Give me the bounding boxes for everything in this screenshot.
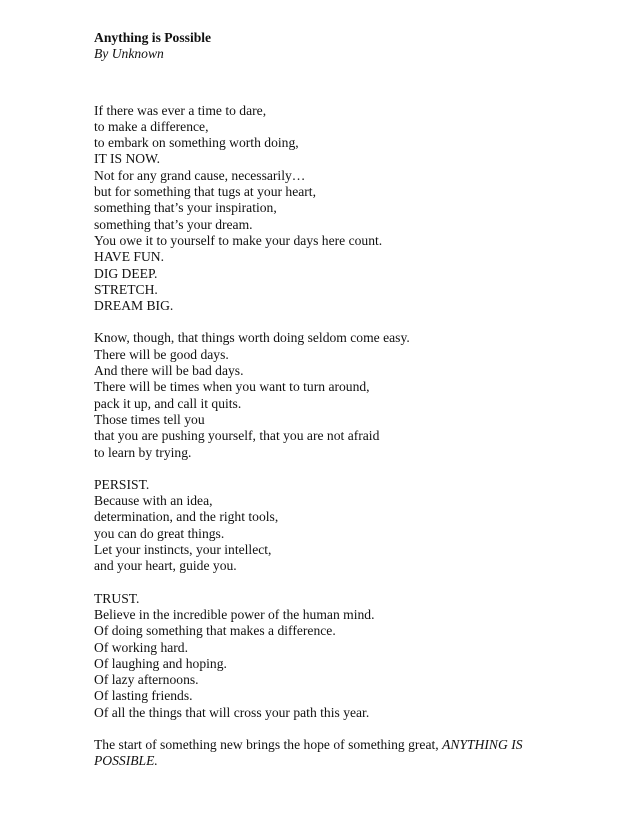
poem-line: Of working hard. — [94, 639, 189, 655]
poem-line: but for something that tugs at your heart, — [94, 184, 316, 200]
poem-line: Of lazy afternoons. — [94, 672, 199, 688]
poem-line: and your heart, guide you. — [94, 558, 237, 574]
poem-line: Because with an idea, — [94, 493, 213, 509]
poem-line: There will be good days. — [94, 346, 229, 362]
poem-line: HAVE FUN. — [94, 249, 164, 265]
poem-content — [94, 30, 564, 770]
poem-line: determination, and the right tools, — [94, 509, 279, 525]
stanza-1 — [94, 103, 564, 315]
stanza-4 — [94, 591, 564, 721]
poem-line: You owe it to yourself to make your days here count. — [94, 232, 383, 248]
poem-line: you can do great things. — [94, 525, 225, 541]
poem-line: Of lasting friends. — [94, 688, 193, 704]
poem-line: And there will be bad days. — [94, 363, 244, 379]
poem-line: Believe in the incredible power of the human mind. — [94, 606, 375, 622]
closing-line — [94, 737, 564, 770]
poem-line: If there was ever a time to dare, — [94, 102, 267, 118]
poem-line: Those times tell you — [94, 411, 205, 427]
poem-line: DREAM BIG. — [94, 298, 174, 314]
poem-line: Know, though, that things worth doing seldom come easy. — [94, 330, 410, 346]
poem-line: Of all the things that will cross your path this year. — [94, 704, 370, 720]
stanza-3 — [94, 477, 564, 575]
poem-line: TRUST. — [94, 590, 140, 606]
poem-line: PERSIST. — [94, 476, 150, 492]
closing-text: The start of something new brings the hope of something great, — [94, 736, 443, 752]
poem-title: Anything is Possible — [94, 30, 212, 45]
closing-emphasis: ANYTHING IS POSSIBLE. — [94, 736, 523, 769]
poem-line: something that’s your dream. — [94, 216, 253, 232]
stanza-2 — [94, 330, 564, 460]
poem-line: to embark on something worth doing, — [94, 135, 299, 151]
poem-line: Of laughing and hoping. — [94, 655, 227, 671]
poem-line: Let your instincts, your intellect, — [94, 542, 272, 558]
poem-line: STRETCH. — [94, 281, 158, 297]
poem-line: that you are pushing yourself, that you are not afraid — [94, 428, 380, 444]
poem-line: Not for any grand cause, necessarily… — [94, 167, 306, 183]
poem-line: Of doing something that makes a difference. — [94, 623, 336, 639]
poem-line: to make a difference, — [94, 118, 209, 134]
poem-line: something that’s your inspiration, — [94, 200, 277, 216]
poem-line: IT IS NOW. — [94, 151, 161, 167]
poem-author: By Unknown — [94, 46, 164, 62]
poem-line: to learn by trying. — [94, 444, 192, 460]
poem-line: DIG DEEP. — [94, 265, 158, 281]
poem-line: There will be times when you want to turn around, — [94, 379, 370, 395]
poem-line: pack it up, and call it quits. — [94, 395, 242, 411]
